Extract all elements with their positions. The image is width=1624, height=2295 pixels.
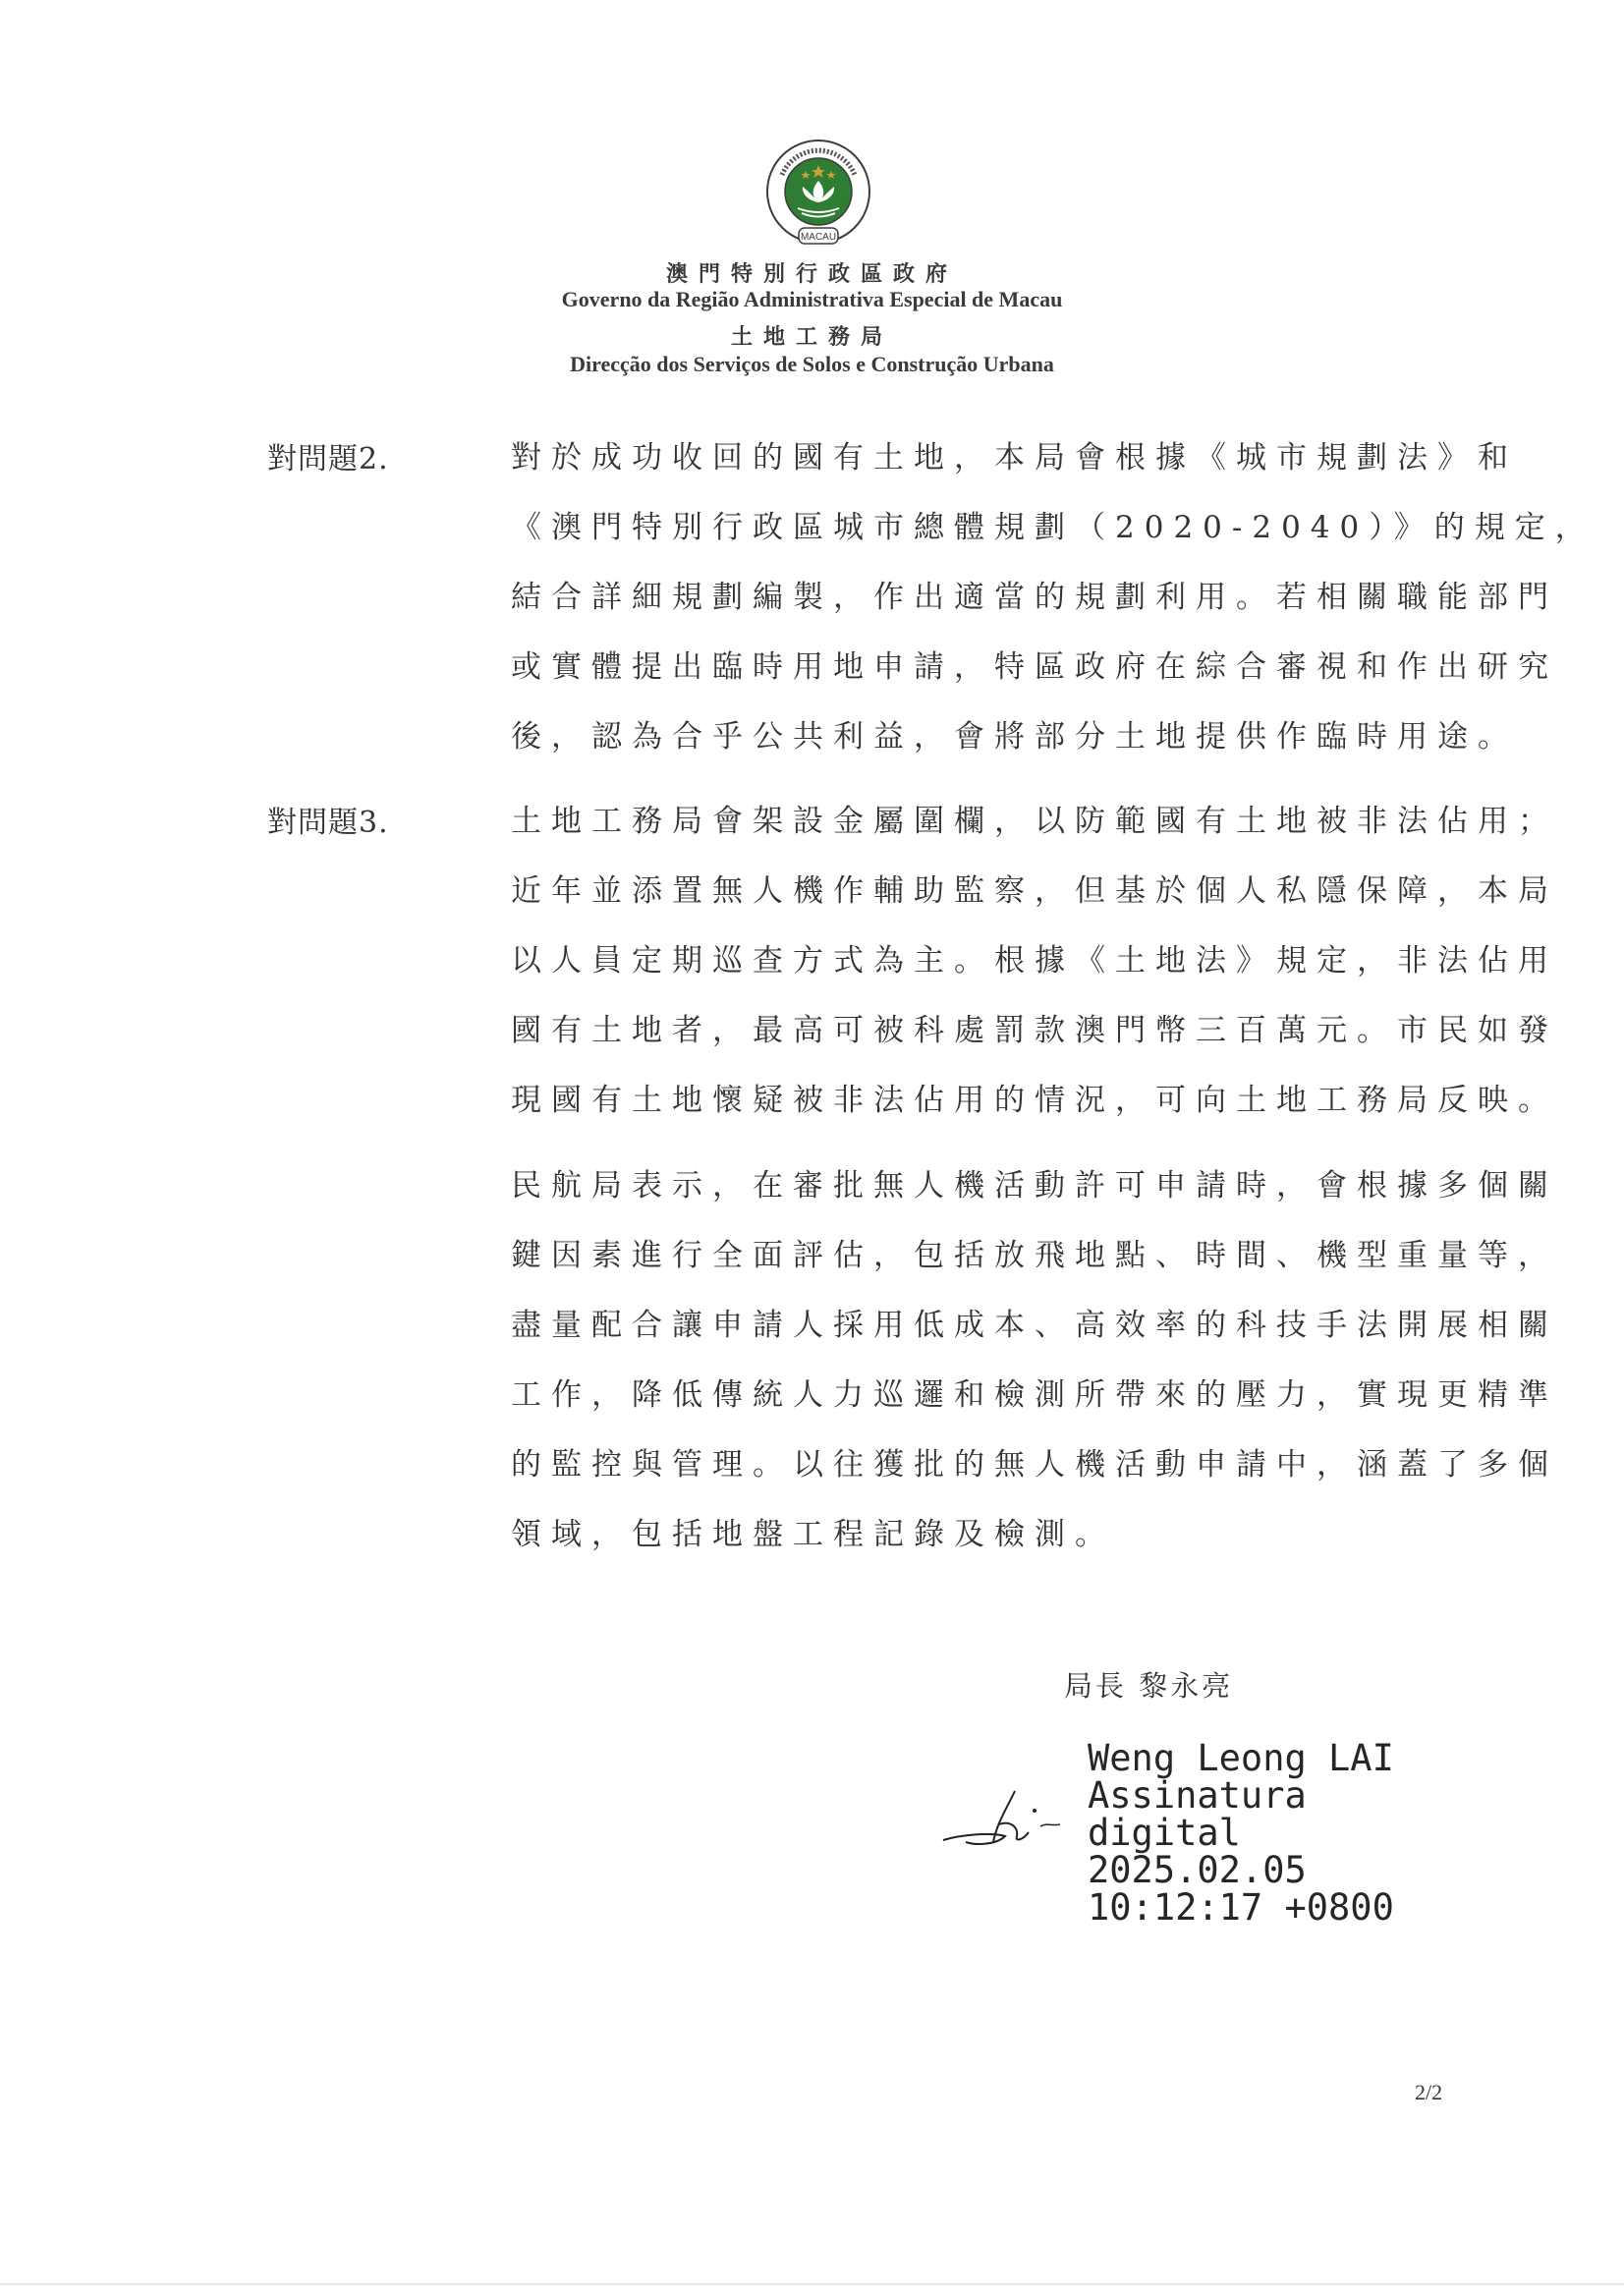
director-title-name: 局長 黎永亮 — [1064, 1669, 1234, 1703]
signature-time: 10:12:17 +0800 — [1088, 1886, 1394, 1929]
page-number: 2/2 — [1415, 2080, 1443, 2104]
paragraph-line: 或實體提出臨時用地申請，特區政府在綜合審視和作出研究 — [511, 649, 1558, 685]
paragraph-line: 以人員定期巡查方式為主。根據《土地法》規定，非法佔用 — [511, 943, 1558, 979]
emblem-text: MACAU — [800, 232, 837, 243]
department-name-zh: 土地工務局 — [730, 324, 893, 350]
paragraph-line: 《澳門特別行政區城市總體規劃（2020-2040）》的規定， — [511, 510, 1596, 545]
civil-aviation-paragraph — [511, 1160, 1558, 1579]
paragraph-line: 民航局表示，在審批無人機活動許可申請時，會根據多個關 — [511, 1168, 1558, 1203]
question-3-label: 對問題3. — [267, 806, 389, 840]
government-name-zh: 澳門特別行政區政府 — [665, 261, 958, 287]
paragraph-line: 工作，降低傳統人力巡邏和檢測所帶來的壓力，實現更精準 — [511, 1377, 1558, 1413]
paragraph-line: 鍵因素進行全面評估，包括放飛地點、時間、機型重量等， — [511, 1238, 1558, 1273]
department-name-pt: Direcção dos Serviços de Solos e Construção Urbana — [570, 352, 1054, 376]
paragraph-line: 對於成功收回的國有土地，本局會根據《城市規劃法》和 — [511, 440, 1518, 476]
signature-date: 2025.02.05 — [1088, 1849, 1307, 1891]
paragraph-line: 現國有土地懷疑被非法佔用的情況，可向土地工務局反映。 — [511, 1083, 1558, 1118]
paragraph-line: 近年並添置無人機作輔助監察，但基於個人私隱保障，本局 — [511, 873, 1558, 909]
paragraph-line: 後，認為合乎公共利益，會將部分土地提供作臨時用途。 — [511, 719, 1518, 755]
question-2-label: 對問題2. — [267, 442, 389, 476]
paragraph-line: 的監控與管理。以往獲批的無人機活動申請中，涵蓋了多個 — [511, 1447, 1558, 1483]
paragraph-line: 領域，包括地盤工程記錄及檢測。 — [511, 1517, 1115, 1552]
paragraph-line: 土地工務局會架設金屬圍欄，以防範國有土地被非法佔用； — [511, 804, 1558, 839]
paragraph-line: 盡量配合讓申請人採用低成本、高效率的科技手法開展相關 — [511, 1308, 1558, 1343]
page-divider — [0, 2283, 1624, 2285]
macau-sar-emblem — [764, 138, 872, 251]
handwritten-signature — [938, 1783, 1071, 1862]
question-2-answer — [511, 432, 1596, 781]
paragraph-line: 國有土地者，最高可被科處罰款澳門幣三百萬元。市民如發 — [511, 1013, 1558, 1048]
paragraph-line: 結合詳細規劃編製，作出適當的規劃利用。若相關職能部門 — [511, 580, 1558, 615]
signer-name: Weng Leong LAI — [1088, 1737, 1394, 1779]
question-3-answer — [511, 796, 1558, 1145]
digital-signature-stamp — [1088, 1737, 1394, 1929]
government-name-pt: Governo da Região Administrativa Especial de Macau — [561, 287, 1063, 311]
stamp-line: Assinatura — [1088, 1774, 1307, 1817]
stamp-line: digital — [1088, 1812, 1241, 1854]
